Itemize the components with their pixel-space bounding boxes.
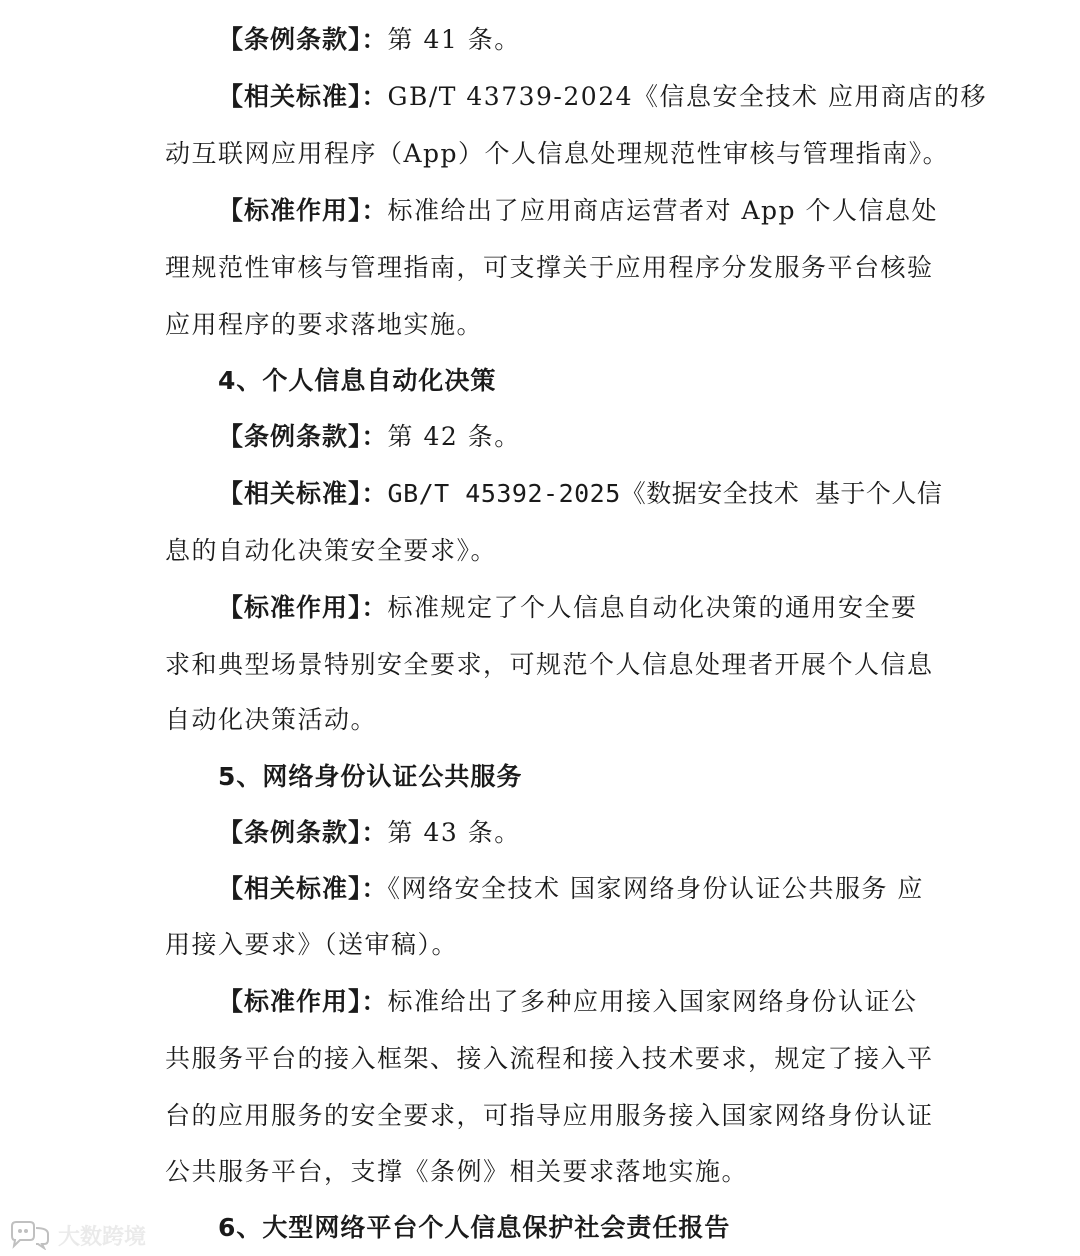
- standard-label: 【相关标准】：: [218, 479, 388, 508]
- role-text-continued: 应用程序的要求落地实施。: [165, 310, 484, 339]
- role-line: [218, 986, 978, 1018]
- role-text-continued: 共服务平台的接入框架、接入流程和接入技术要求，规定了接入平: [165, 1044, 934, 1073]
- role-line: [218, 592, 978, 624]
- role-label: 【标准作用】：: [218, 196, 388, 225]
- role-text-continued: 求和典型场景特别安全要求，可规范个人信息处理者开展个人信息: [165, 650, 934, 679]
- role-line: [218, 195, 978, 227]
- role-text: 标准规定了个人信息自动化决策的通用安全要: [387, 593, 918, 622]
- standard-text-continued: 息的自动化决策安全要求》。: [165, 536, 498, 565]
- clause-label: 【条例条款】：: [218, 422, 388, 451]
- role-text-continued: 台的应用服务的安全要求，可指导应用服务接入国家网络身份认证: [165, 1101, 934, 1130]
- section-heading-5: 5、网络身份认证公共服务: [218, 762, 523, 791]
- clause-line: [218, 421, 978, 453]
- standard-line: [218, 478, 978, 510]
- clause-text: 第 42 条。: [387, 422, 521, 451]
- clause-label: 【条例条款】：: [218, 25, 388, 54]
- standard-text-continued: 用接入要求》（送审稿）。: [165, 930, 459, 959]
- clause-text: 第 41 条。: [387, 25, 521, 54]
- standard-label: 【相关标准】：: [218, 874, 388, 903]
- role-text-continued: 自动化决策活动。: [165, 705, 378, 734]
- chat-bubble-icon: [8, 1220, 52, 1250]
- clause-line: [218, 817, 978, 849]
- clause-text: 第 43 条。: [387, 818, 521, 847]
- role-text: 标准给出了应用商店运营者对 App 个人信息处: [387, 196, 938, 225]
- standard-line: [218, 873, 978, 905]
- standard-text: GB/T 43739-2024《信息安全技术 应用商店的移: [387, 82, 987, 111]
- clause-label: 【条例条款】：: [218, 818, 388, 847]
- role-text: 标准给出了多种应用接入国家网络身份认证公: [387, 987, 918, 1016]
- role-text-continued: 理规范性审核与管理指南，可支撑关于应用程序分发服务平台核验: [165, 253, 934, 282]
- standard-text: 《网络安全技术 国家网络身份认证公共服务 应: [387, 874, 924, 903]
- section-heading-4: 4、个人信息自动化决策: [218, 366, 497, 395]
- role-label: 【标准作用】：: [218, 987, 388, 1016]
- role-text-continued: 公共服务平台，支撑《条例》相关要求落地实施。: [165, 1157, 749, 1186]
- standard-line: [218, 81, 987, 113]
- section-heading-6: 6、大型网络平台个人信息保护社会责任报告: [218, 1213, 731, 1242]
- watermark: [8, 1218, 146, 1252]
- standard-label: 【相关标准】：: [218, 82, 388, 111]
- standard-text: GB/T 45392-2025《数据安全技术 基于个人信: [387, 479, 943, 508]
- standard-text-continued: 动互联网应用程序（App）个人信息处理规范性审核与管理指南》。: [165, 139, 950, 168]
- clause-line: [218, 24, 978, 56]
- watermark-text: 大数跨境: [58, 1224, 147, 1250]
- role-label: 【标准作用】：: [218, 593, 388, 622]
